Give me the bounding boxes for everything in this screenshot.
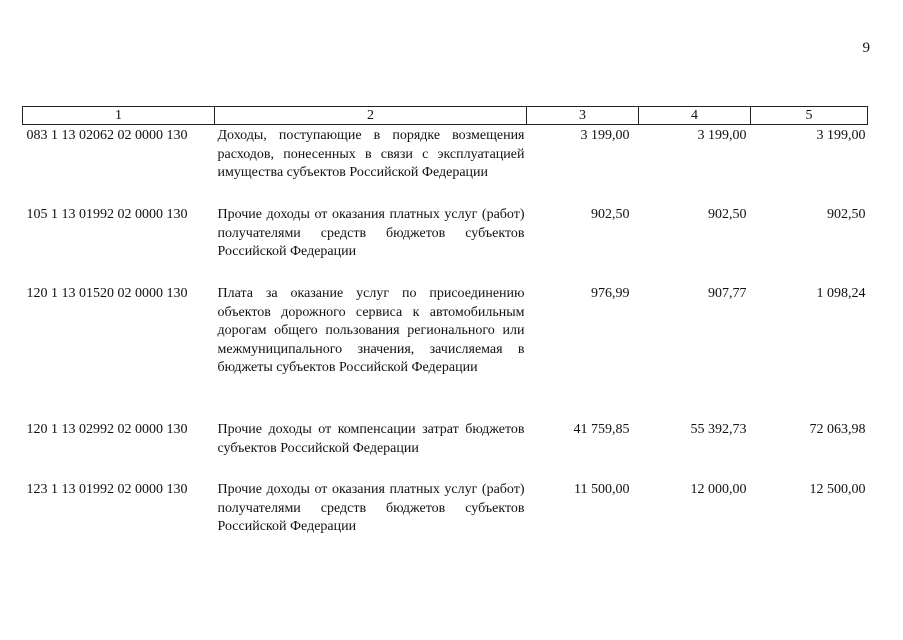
header-row <box>23 107 868 125</box>
budget-income-table <box>22 106 868 537</box>
amount-col-3: 3 199,00 <box>580 128 630 143</box>
amount-col-3: 976,99 <box>591 286 630 301</box>
income-name: Прочие доходы от компенсации затрат бюджетов субъектов Российской Федерации <box>217 422 525 456</box>
income-code: 120 1 13 02992 02 0000 130 <box>26 422 188 437</box>
amount-col-4: 12 000,00 <box>690 482 747 497</box>
table-row <box>23 479 868 537</box>
income-code: 123 1 13 01992 02 0000 130 <box>26 482 188 497</box>
table-row <box>23 419 868 479</box>
table-row <box>23 204 868 283</box>
amount-col-4: 3 199,00 <box>697 128 747 143</box>
income-code: 105 1 13 01992 02 0000 130 <box>26 207 188 222</box>
column-header-4: 4 <box>639 107 751 125</box>
column-header-5: 5 <box>751 107 868 125</box>
amount-col-5: 3 199,00 <box>816 128 866 143</box>
table-header <box>23 107 868 125</box>
column-header-3: 3 <box>527 107 639 125</box>
column-header-1: 1 <box>23 107 215 125</box>
amount-col-4: 902,50 <box>708 207 747 222</box>
amount-col-5: 902,50 <box>827 207 866 222</box>
page-number: 9 <box>862 40 870 56</box>
amount-col-5: 72 063,98 <box>809 422 866 437</box>
amount-col-4: 55 392,73 <box>690 422 747 437</box>
table-body <box>23 125 868 538</box>
income-code: 083 1 13 02062 02 0000 130 <box>26 128 188 143</box>
amount-col-3: 902,50 <box>591 207 630 222</box>
amount-col-5: 1 098,24 <box>816 286 866 301</box>
income-name: Прочие доходы от оказания платных услуг (работ) получателями средств бюджетов субъектов Российской Федерации <box>217 482 525 534</box>
column-header-2: 2 <box>215 107 527 125</box>
amount-col-5: 12 500,00 <box>809 482 866 497</box>
amount-col-3: 41 759,85 <box>573 422 630 437</box>
income-code: 120 1 13 01520 02 0000 130 <box>26 286 188 301</box>
amount-col-4: 907,77 <box>708 286 747 301</box>
table-row <box>23 125 868 205</box>
amount-col-3: 11 500,00 <box>574 482 630 497</box>
income-name: Плата за оказание услуг по присоединению объектов дорожного сервиса к автомобильным дорогам общего пользования регионального или межмуниципального значения, зачисляемая в бюджеты субъектов Российской Федерации <box>217 286 525 375</box>
income-name: Доходы, поступающие в порядке возмещения расходов, понесенных в связи с эксплуатацией имущества субъектов Российской Федерации <box>217 128 525 180</box>
income-name: Прочие доходы от оказания платных услуг (работ) получателями средств бюджетов субъектов Российской Федерации <box>217 207 525 259</box>
table-row <box>23 283 868 419</box>
